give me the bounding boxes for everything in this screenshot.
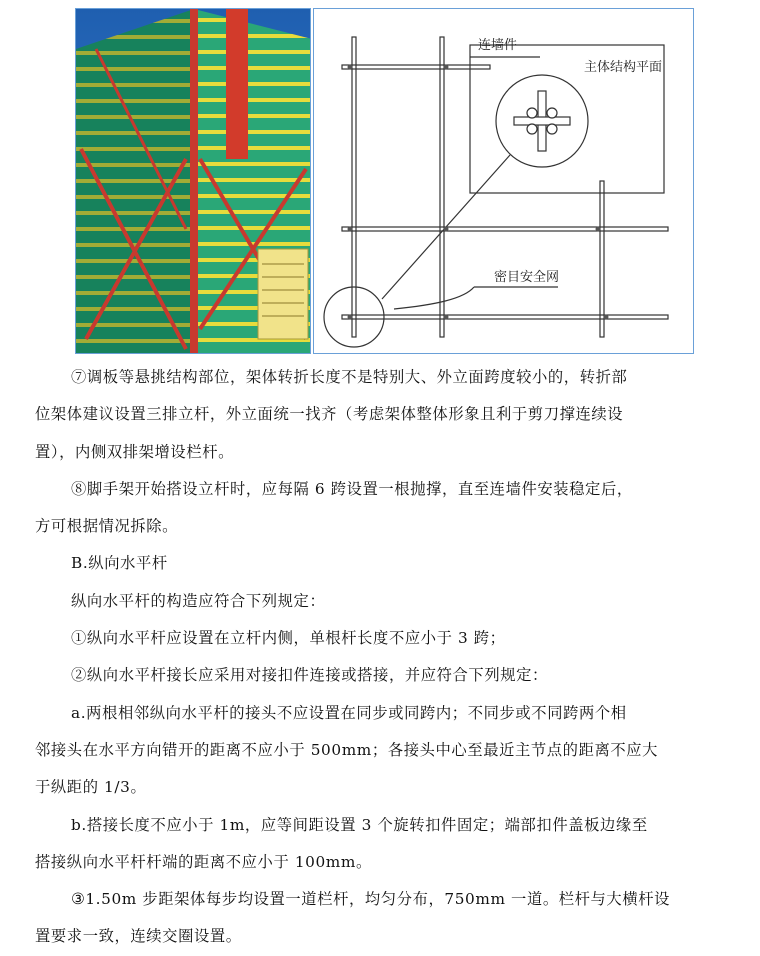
- ledger-mid: [342, 227, 668, 231]
- node-circle: [324, 287, 384, 347]
- para-8-line-1: ⑧脚手架开始搭设立杆时，应每隔 6 跨设置一根抛撑，直至连墙件安装稳定后，: [71, 479, 633, 498]
- scaffold-diagram: [313, 8, 694, 354]
- safety-net-curve: [394, 287, 474, 309]
- standard-2: [440, 37, 444, 337]
- figure-row: [75, 8, 695, 354]
- label-safety-net: 密目安全网: [494, 270, 560, 285]
- item-b-line-2: 搭接纵向水平杆杆端的距离不应小于 100mm。: [35, 852, 372, 871]
- section-b-item-2: ②纵向水平杆接长应采用对接扣件连接或搭接，并应符合下列规定：: [71, 666, 548, 685]
- item-a-line-1: a.两根相邻纵向水平杆的接头不应设置在同步或同跨内；不同步或不同跨两个相: [71, 703, 627, 722]
- scaffold-photo-graphic: [76, 9, 311, 354]
- scaffold-photo: [75, 8, 311, 354]
- section-b-item-3-line-1: ③1.50m 步距架体每步均设置一道栏杆，均匀分布，750mm 一道。栏杆与大横杆设: [71, 890, 671, 909]
- standard-1: [352, 37, 356, 337]
- section-b-item-3-line-2: 置要求一致，连续交圈设置。: [35, 927, 242, 946]
- item-a-line-2: 邻接头在水平方向错开的距离不应小于 500mm；各接头中心至最近主节点的距离不应大: [35, 740, 659, 759]
- para-7-line-1: ⑦调板等悬挑结构部位，架体转折长度不是特别大、外立面跨度较小的，转折部: [71, 368, 628, 386]
- para-7-line-2: 位架体建议设置三排立杆，外立面统一找齐（考虑架体整体形象且利于剪刀撑连续设: [35, 405, 624, 424]
- section-b-heading: B.纵向水平杆: [71, 554, 168, 573]
- ledger-top: [342, 65, 490, 69]
- para-8-line-2: 方可根据情况拆除。: [35, 517, 179, 536]
- ledger-bottom: [342, 315, 668, 319]
- item-a-line-3: 于纵距的 1/3。: [35, 778, 147, 797]
- body-text: [35, 359, 735, 956]
- item-b-line-1: b.搭接长度不应小于 1m，应等间距设置 3 个旋转扣件固定；端部扣件盖板边缘至: [71, 815, 648, 834]
- label-main-structure-plan: 主体结构平面: [584, 60, 663, 75]
- label-wall-tie: 连墙件: [478, 38, 518, 53]
- para-7-line-3: 置），内侧双排架增设栏杆。: [35, 442, 235, 461]
- section-b-item-1: ①纵向水平杆应设置在立杆内侧，单根杆长度不应小于 3 跨；: [71, 629, 506, 648]
- section-b-intro: 纵向水平杆的构造应符合下列规定：: [71, 591, 326, 610]
- standard-3: [600, 181, 604, 337]
- scaffold-diagram-graphic: [314, 9, 693, 353]
- fastener-detail: [514, 91, 570, 151]
